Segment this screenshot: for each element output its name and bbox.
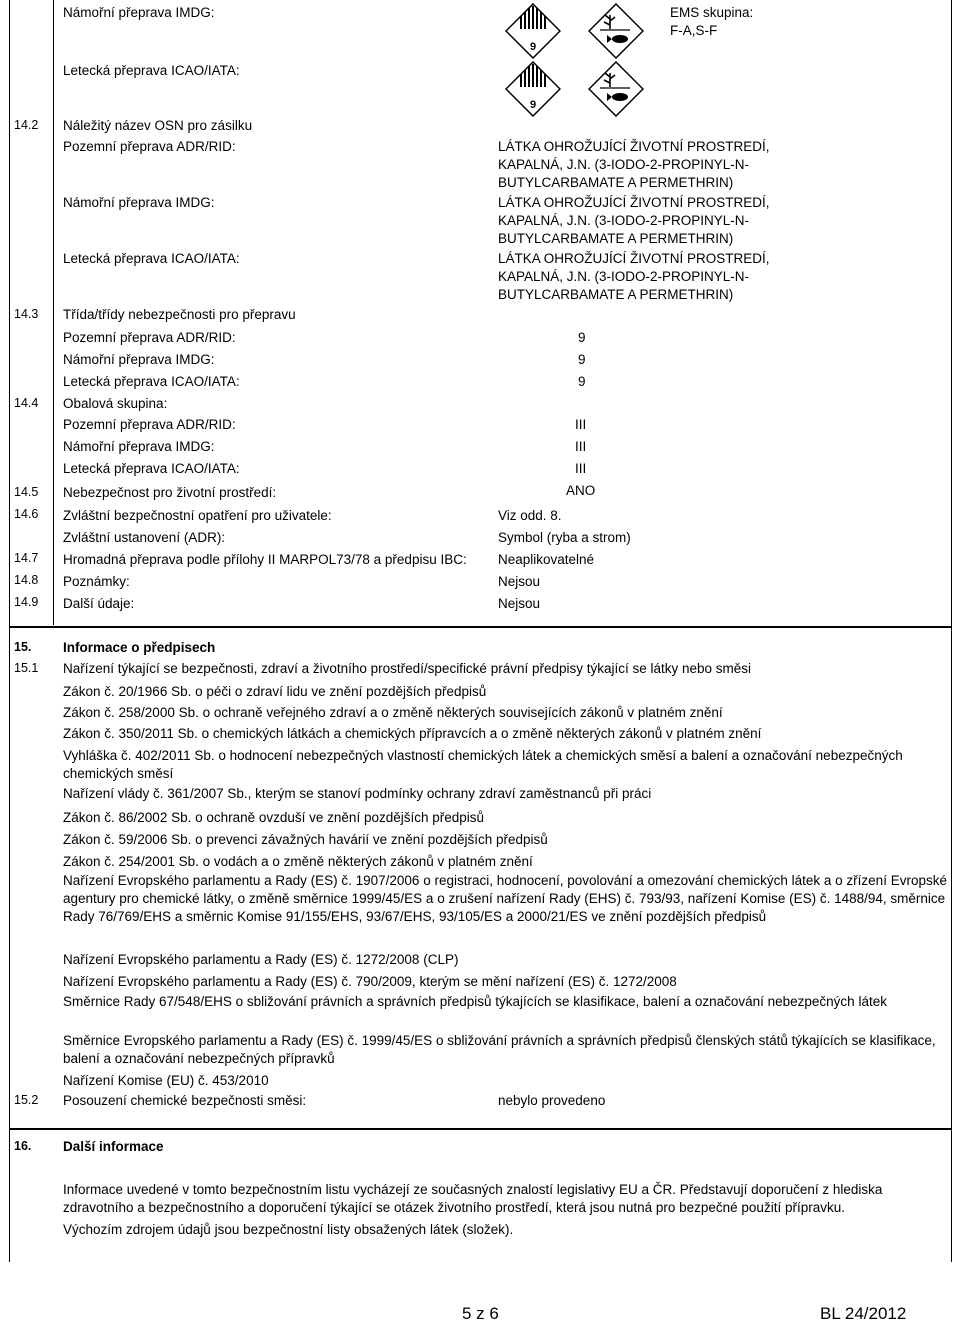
- law-item: Zákon č. 20/1966 Sb. o péči o zdraví lidu ve znění pozdějších předpisů: [63, 684, 487, 699]
- icao-label: Letecká přeprava ICAO/IATA:: [63, 461, 240, 476]
- environment-value: ANO: [566, 483, 596, 498]
- ems-value: F-A,S-F: [670, 23, 718, 38]
- section-title: Další informace: [63, 1139, 164, 1154]
- document-code: BL 24/2012: [820, 1304, 907, 1323]
- left-border: [9, 0, 10, 1262]
- other-info-value: Nejsou: [498, 596, 541, 611]
- marpol-label: Hromadná přeprava podle přílohy II MARPOL73/78 a předpisu IBC:: [63, 552, 467, 567]
- chemical-safety-value: nebylo provedeno: [498, 1093, 606, 1108]
- environment-hazard-icon: [588, 3, 644, 59]
- section-title: Obalová skupina:: [63, 396, 168, 411]
- law-item: Zákon č. 254/2001 Sb. o vodách a o změně některých zákonů v platném znění: [63, 854, 533, 869]
- icao-class-value: 9: [578, 374, 586, 389]
- law-item: Zákon č. 86/2002 Sb. o ochraně ovzduší ve znění pozdějších předpisů: [63, 810, 485, 825]
- shipping-name-icao-line1: LÁTKA OHROŽUJÍCÍ ŽIVOTNÍ PROSTREDÍ,: [498, 251, 770, 266]
- law-item: Nařízení Evropského parlamentu a Rady (ES) č. 1272/2008 (CLP): [63, 952, 459, 967]
- svg-text:9: 9: [529, 99, 537, 111]
- section-number: 15.2: [14, 1093, 39, 1107]
- class9-diamond-icon: [505, 3, 561, 59]
- law-item: Zákon č. 258/2000 Sb. o ochraně veřejného zdraví a o změně některých souvisejících zákonů v platném znění: [63, 705, 723, 720]
- section-title: Třída/třídy nebezpečnosti pro přepravu: [63, 307, 296, 322]
- right-border: [951, 0, 952, 1262]
- regulations-title: Nařízení týkající se bezpečnosti, zdraví a životního prostředí/specifické právní předpisy týkající se látky nebo směsi: [63, 661, 752, 676]
- user-precautions-label: Zvláštní bezpečnostní opatření pro uživatele:: [63, 508, 332, 523]
- section-number: 14.4: [14, 396, 39, 410]
- section-separator-15: [9, 626, 952, 628]
- other-information-text: Informace uvedené v tomto bezpečnostním listu vycházejí ze současných znalostí legislativy EU a ČR. Představují doporučení z hlediska zdravotního a bezpečnostního a doporučení týkající se otázek životního prostředí, která jsou nutná pro bezpečné použití přípravku.: [63, 1182, 883, 1215]
- law-item: Vyhláška č. 402/2011 Sb. o hodnocení nebezpečných vlastností chemických látek a chemických směsí a balení a označování nebezpečných chemických směsí: [63, 748, 903, 781]
- section-number: 14.7: [14, 551, 39, 565]
- section-number: 16.: [14, 1139, 32, 1153]
- column-divider-top: [53, 0, 54, 625]
- section-number: 14.6: [14, 507, 39, 521]
- section-number: 15.1: [14, 661, 39, 675]
- icao-label: Letecká přeprava ICAO/IATA:: [63, 251, 240, 266]
- notes-value: Nejsou: [498, 574, 541, 589]
- law-item: Nařízení Evropského parlamentu a Rady (ES) č. 1907/2006 o registraci, hodnocení, povolování a omezování chemických látek a o zřízení Evropské agentury pro chemické látky, o změně směrnice 1999/45/ES a o zrušení nařízení Rady (EHS) č. 793/93, nařízení Komise (ES) č. 1488/94, směrnice Rady 76/769/EHS a směrnic Komise 91/155/EHS, 93/67/EHS, 93/105/ES a 2000/21/ES ve znění pozdějších předpisů: [63, 873, 947, 924]
- ems-label: EMS skupina:: [670, 5, 754, 20]
- section-number: 15.: [14, 640, 32, 654]
- section-number: 14.2: [14, 118, 39, 132]
- icao-packing-value: III: [575, 461, 587, 476]
- shipping-name-imdg-line2: KAPALNÁ, J.N. (3-IODO-2-PROPINYL-N-: [498, 213, 750, 228]
- class9-diamond-icon: [505, 61, 561, 117]
- law-item: Nařízení Evropského parlamentu a Rady (ES) č. 790/2009, kterým se mění nařízení (ES) č. 1272/2008: [63, 974, 677, 989]
- section-number: 14.8: [14, 573, 39, 587]
- icao-label: Letecká přeprava ICAO/IATA:: [63, 374, 240, 389]
- adr-special-label: Zvláštní ustanovení (ADR):: [63, 530, 226, 545]
- law-item: Zákon č. 350/2011 Sb. o chemických látkách a chemických přípravcích a o změně některých zákonů v platném znění: [63, 726, 762, 741]
- shipping-name-icao-line2: KAPALNÁ, J.N. (3-IODO-2-PROPINYL-N-: [498, 269, 750, 284]
- user-precautions-value: Viz odd. 8.: [498, 508, 562, 523]
- section-title: Náležitý název OSN pro zásilku: [63, 118, 253, 133]
- law-item: Nařízení Komise (EU) č. 453/2010: [63, 1073, 269, 1088]
- adr-special-value: Symbol (ryba a strom): [498, 530, 631, 545]
- imdg-label: Námořní přeprava IMDG:: [63, 195, 215, 210]
- law-item: Směrnice Rady 67/548/EHS o sbližování právních a správních předpisů týkajících se klasifikace, balení a označování nebezpečných látek: [63, 994, 887, 1009]
- law-item: Směrnice Evropského parlamentu a Rady (ES) č. 1999/45/ES o sbližování právních a správních předpisů členských států týkajících se klasifikace, balení a označování nebezpečných přípravků: [63, 1033, 936, 1066]
- law-item: Zákon č. 59/2006 Sb. o prevenci závažných havárií ve znění pozdějších předpisů: [63, 832, 548, 847]
- imdg-class-value: 9: [578, 352, 586, 367]
- section-number: 14.5: [14, 485, 39, 499]
- adr-class-value: 9: [578, 330, 586, 345]
- shipping-name-adr-line2: KAPALNÁ, J.N. (3-IODO-2-PROPINYL-N-: [498, 157, 750, 172]
- environment-hazard-icon: [588, 61, 644, 117]
- section-title: Informace o předpisech: [63, 640, 216, 655]
- chemical-safety-label: Posouzení chemické bezpečnosti směsi:: [63, 1093, 307, 1108]
- adr-label: Pozemní přeprava ADR/RID:: [63, 417, 236, 432]
- shipping-name-adr-line1: LÁTKA OHROŽUJÍCÍ ŽIVOTNÍ PROSTREDÍ,: [498, 139, 770, 154]
- notes-label: Poznámky:: [63, 574, 130, 589]
- shipping-name-imdg-line1: LÁTKA OHROŽUJÍCÍ ŽIVOTNÍ PROSTREDÍ,: [498, 195, 770, 210]
- environment-label: Nebezpečnost pro životní prostředí:: [63, 485, 277, 500]
- imdg-top-label: Námořní přeprava IMDG:: [63, 5, 215, 20]
- imdg-label: Námořní přeprava IMDG:: [63, 352, 215, 367]
- other-information-source: Výchozím zdrojem údajů jsou bezpečnostní listy obsažených látek (složek).: [63, 1222, 514, 1237]
- shipping-name-icao-line3: BUTYLCARBAMATE A PERMETHRIN): [498, 287, 734, 302]
- shipping-name-imdg-line3: BUTYLCARBAMATE A PERMETHRIN): [498, 231, 734, 246]
- imdg-packing-value: III: [575, 439, 587, 454]
- shipping-name-adr-line3: BUTYLCARBAMATE A PERMETHRIN): [498, 175, 734, 190]
- adr-label: Pozemní přeprava ADR/RID:: [63, 139, 236, 154]
- section-separator-16: [9, 1128, 952, 1130]
- svg-text:9: 9: [529, 41, 537, 53]
- other-info-label: Další údaje:: [63, 596, 135, 611]
- law-item: Nařízení vlády č. 361/2007 Sb., kterým se stanoví podmínky ochrany zdraví zaměstnanců při práci: [63, 786, 652, 801]
- section-number: 14.3: [14, 307, 39, 321]
- adr-packing-value: III: [575, 417, 587, 432]
- imdg-label: Námořní přeprava IMDG:: [63, 439, 215, 454]
- marpol-value: Neaplikovatelné: [498, 552, 595, 567]
- page-number: 5 z 6: [462, 1304, 499, 1323]
- adr-label: Pozemní přeprava ADR/RID:: [63, 330, 236, 345]
- icao-top-label: Letecká přeprava ICAO/IATA:: [63, 63, 240, 78]
- section-number: 14.9: [14, 595, 39, 609]
